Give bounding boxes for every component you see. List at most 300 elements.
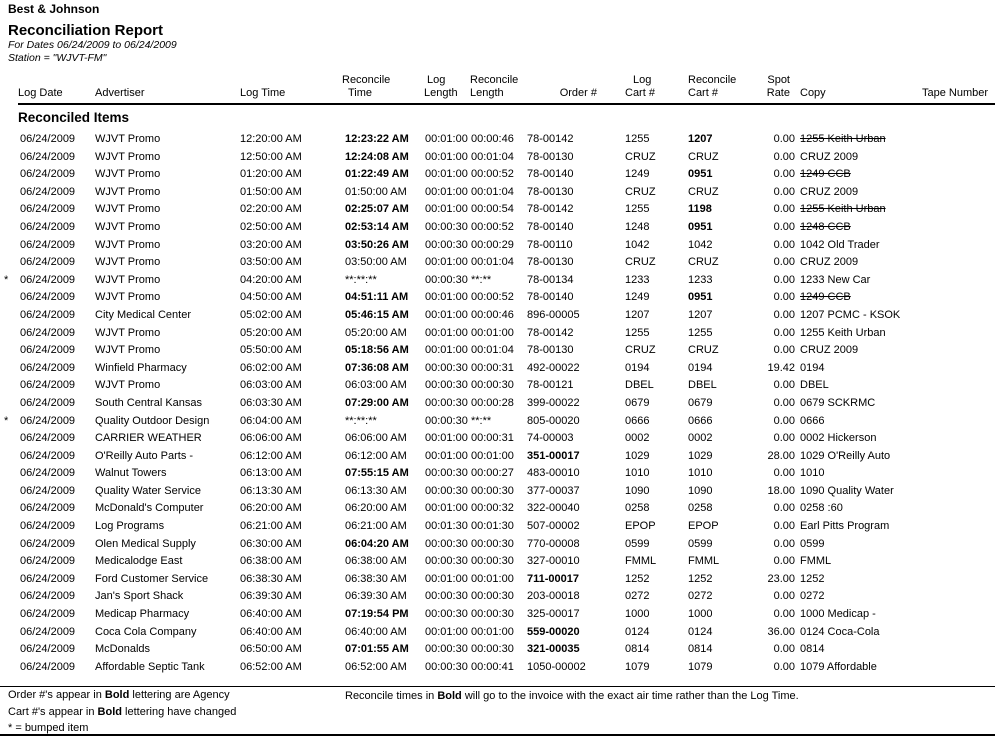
cell-log-length: 00:01:30	[425, 520, 468, 533]
cell-reconcile-cart: 0951	[688, 291, 713, 304]
cell-reconcile-length: 00:01:04	[471, 150, 514, 163]
table-row	[0, 166, 995, 184]
cell-log-time: 04:50:00 AM	[240, 291, 302, 304]
cell-bumped-marker	[0, 624, 18, 642]
cell-spot-rate: 0.00	[773, 291, 795, 304]
column-header-reconcile-cart: Reconcile Cart #	[688, 66, 752, 104]
cell-reconcile-time: 01:22:49 AM	[345, 168, 409, 181]
cell-log-length: 00:00:30	[425, 643, 468, 656]
cell-reconcile-time: 06:40:00 AM	[345, 625, 407, 638]
cell-log-cart: 1000	[625, 608, 650, 621]
cell-bumped-marker	[0, 342, 18, 360]
cell-advertiser: WJVT Promo	[95, 185, 161, 198]
table-row	[0, 430, 995, 448]
cell-reconcile-time: 12:24:08 AM	[345, 150, 409, 163]
cell-log-time: 05:02:00 AM	[240, 308, 302, 321]
cell-log-date: 06/24/2009	[20, 537, 76, 550]
cell-log-cart: 1079	[625, 660, 650, 673]
cell-tape-number	[920, 606, 995, 624]
cell-tape-number	[920, 289, 995, 307]
cell-log-cart: CRUZ	[625, 185, 656, 198]
cell-order-number: 1050-00002	[527, 660, 586, 673]
table-row	[0, 624, 995, 642]
cell-log-time: 12:50:00 AM	[240, 150, 302, 163]
cell-reconcile-time: 12:23:22 AM	[345, 133, 409, 145]
cell-log-cart: 1233	[625, 273, 650, 286]
cell-log-cart: 0002	[625, 432, 650, 445]
table-row	[0, 395, 995, 413]
cell-copy: 1249 CCB	[800, 291, 851, 304]
cell-bumped-marker	[0, 131, 18, 149]
table-row	[0, 606, 995, 624]
cell-log-time: 06:03:30 AM	[240, 396, 302, 409]
cell-order-number: 321-00035	[527, 643, 580, 656]
cell-reconcile-length: 00:00:30	[471, 484, 514, 497]
reconciliation-table	[0, 66, 995, 676]
cell-reconcile-time: 06:39:30 AM	[345, 590, 407, 603]
cell-log-date: 06/24/2009	[20, 133, 76, 145]
report-footer	[0, 686, 995, 735]
cell-log-cart: 1255	[625, 133, 650, 145]
cell-advertiser: McDonald's Computer	[95, 502, 204, 515]
cell-order-number: 78-00140	[527, 220, 574, 233]
cell-reconcile-time: 06:38:00 AM	[345, 555, 407, 568]
cell-order-number: 896-00005	[527, 308, 580, 321]
cell-copy: 1079 Affordable	[800, 660, 877, 673]
cell-log-date: 06/24/2009	[20, 467, 76, 480]
cell-reconcile-length: 00:00:41	[471, 660, 514, 673]
cell-log-time: 01:20:00 AM	[240, 168, 302, 181]
cell-tape-number	[920, 184, 995, 202]
cell-reconcile-time: 05:20:00 AM	[345, 326, 407, 339]
cell-log-cart: 1248	[625, 220, 650, 233]
cell-log-time: 02:50:00 AM	[240, 220, 302, 233]
cell-reconcile-time: 03:50:00 AM	[345, 256, 407, 269]
table-row	[0, 518, 995, 536]
cell-advertiser: O'Reilly Auto Parts -	[95, 449, 194, 462]
cell-reconcile-length: 00:00:52	[471, 220, 514, 233]
cell-log-length: 00:00:30	[425, 273, 468, 286]
cell-log-cart: 1042	[625, 238, 650, 251]
cell-order-number: 325-00017	[527, 608, 580, 621]
cell-reconcile-cart: CRUZ	[688, 344, 719, 357]
cell-bumped-marker	[0, 219, 18, 237]
cell-reconcile-time: 06:03:00 AM	[345, 379, 407, 392]
column-header-spot-rate: Spot Rate	[752, 66, 795, 104]
cell-tape-number	[920, 272, 995, 290]
cell-tape-number	[920, 237, 995, 255]
cell-advertiser: WJVT Promo	[95, 291, 161, 304]
cell-reconcile-time: 06:12:00 AM	[345, 449, 407, 462]
cell-advertiser: WJVT Promo	[95, 168, 161, 181]
cell-log-length: 00:00:30	[425, 238, 468, 251]
cell-log-date: 06/24/2009	[20, 326, 76, 339]
cell-spot-rate: 0.00	[773, 256, 795, 269]
cell-copy: 0124 Coca-Cola	[800, 625, 880, 638]
column-header-log-time: Log Time	[238, 66, 338, 104]
cell-bumped-marker	[0, 553, 18, 571]
cell-tape-number	[920, 201, 995, 219]
cell-log-length: 00:00:30	[425, 396, 468, 409]
cell-spot-rate: 0.00	[773, 273, 795, 286]
cell-log-cart: 1255	[625, 203, 650, 216]
cell-log-date: 06/24/2009	[20, 414, 76, 427]
cell-log-date: 06/24/2009	[20, 150, 76, 163]
cell-log-length: 00:00:30	[425, 660, 468, 673]
cell-advertiser: WJVT Promo	[95, 203, 161, 216]
cell-copy: 1207 PCMC - KSOK	[800, 308, 901, 321]
cell-log-length: 00:00:30	[425, 361, 468, 374]
cell-spot-rate: 0.00	[773, 308, 795, 321]
cell-copy: DBEL	[800, 379, 829, 392]
cell-log-length: 00:01:00	[425, 308, 468, 321]
cell-spot-rate: 0.00	[773, 643, 795, 656]
cell-log-date: 06/24/2009	[20, 344, 76, 357]
cell-order-number: 377-00037	[527, 484, 580, 497]
cell-log-time: 01:50:00 AM	[240, 185, 302, 198]
cell-order-number: 78-00130	[527, 256, 574, 269]
cell-reconcile-length: 00:00:52	[471, 291, 514, 304]
cell-tape-number	[920, 342, 995, 360]
cell-tape-number	[920, 518, 995, 536]
cell-advertiser: Ford Customer Service	[95, 572, 209, 585]
cell-reconcile-cart: 0194	[688, 361, 713, 374]
cell-reconcile-cart: 1000	[688, 608, 713, 621]
table-row	[0, 184, 995, 202]
cell-bumped-marker	[0, 360, 18, 378]
cell-spot-rate: 0.00	[773, 168, 795, 181]
cell-reconcile-length: 00:01:04	[471, 344, 514, 357]
cell-tape-number	[920, 588, 995, 606]
cell-tape-number	[920, 624, 995, 642]
cell-log-length: 00:01:00	[425, 150, 468, 163]
cell-order-number: 399-00022	[527, 396, 580, 409]
cell-log-time: 06:30:00 AM	[240, 537, 302, 550]
cell-copy: 1248 CCB	[800, 220, 851, 233]
cell-log-length: 00:01:00	[425, 625, 468, 638]
cell-bumped-marker	[0, 325, 18, 343]
column-header-order-number: Order #	[520, 66, 625, 104]
cell-order-number: 78-00140	[527, 291, 574, 304]
cell-log-date: 06/24/2009	[20, 361, 76, 374]
cell-advertiser: WJVT Promo	[95, 379, 161, 392]
cell-tape-number	[920, 571, 995, 589]
cell-log-date: 06/24/2009	[20, 168, 76, 181]
cell-order-number: 559-00020	[527, 625, 580, 638]
cell-order-number: 483-00010	[527, 467, 580, 480]
table-row	[0, 289, 995, 307]
cell-spot-rate: 0.00	[773, 520, 795, 533]
table-row	[0, 536, 995, 554]
cell-log-time: 06:38:30 AM	[240, 572, 302, 585]
cell-spot-rate: 0.00	[773, 660, 795, 673]
column-header-log-date: Log Date	[18, 66, 95, 104]
cell-log-length: 00:01:00	[425, 344, 468, 357]
cell-reconcile-cart: 0599	[688, 537, 713, 550]
cell-advertiser: Olen Medical Supply	[95, 537, 196, 550]
cell-bumped-marker	[0, 588, 18, 606]
cell-advertiser: Coca Cola Company	[95, 625, 197, 638]
cell-log-cart: CRUZ	[625, 256, 656, 269]
cell-log-date: 06/24/2009	[20, 273, 76, 286]
cell-tape-number	[920, 413, 995, 431]
cell-log-time: 03:50:00 AM	[240, 256, 302, 269]
cell-tape-number	[920, 641, 995, 659]
cell-log-date: 06/24/2009	[20, 308, 76, 321]
cell-spot-rate: 0.00	[773, 414, 795, 427]
table-row	[0, 448, 995, 466]
cell-reconcile-length: 00:00:46	[471, 133, 514, 145]
cell-spot-rate: 0.00	[773, 467, 795, 480]
cell-reconcile-length: 00:00:30	[471, 643, 514, 656]
cell-reconcile-length: 00:00:31	[471, 432, 514, 445]
table-row	[0, 131, 995, 149]
cell-reconcile-cart: 1090	[688, 484, 713, 497]
cell-bumped-marker	[0, 166, 18, 184]
cell-spot-rate: 0.00	[773, 150, 795, 163]
cell-reconcile-time: 01:50:00 AM	[345, 185, 407, 198]
report-title: Reconciliation Report	[8, 22, 164, 39]
cell-log-cart: 0814	[625, 643, 650, 656]
cell-log-cart: 0272	[625, 590, 650, 603]
table-row	[0, 254, 995, 272]
bottom-divider	[0, 734, 995, 736]
cell-copy: 1233 New Car	[800, 273, 871, 286]
cell-log-length: 00:00:30	[425, 537, 468, 550]
table-row	[0, 201, 995, 219]
cell-tape-number	[920, 395, 995, 413]
table-row	[0, 553, 995, 571]
table-row	[0, 272, 995, 290]
cell-log-time: 06:50:00 AM	[240, 643, 302, 656]
table-row	[0, 571, 995, 589]
cell-advertiser: WJVT Promo	[95, 273, 161, 286]
cell-order-number: 351-00017	[527, 449, 580, 462]
cell-advertiser: South Central Kansas	[95, 396, 203, 409]
cell-reconcile-length: 00:00:30	[471, 590, 514, 603]
cell-log-length: 00:01:00	[425, 168, 468, 181]
cell-tape-number	[920, 325, 995, 343]
cell-reconcile-time: 07:01:55 AM	[345, 643, 409, 656]
cell-copy: 1255 Keith Urban	[800, 326, 886, 339]
column-header-log-length: Log Length	[424, 66, 470, 104]
cell-bumped-marker	[0, 571, 18, 589]
cell-advertiser: Quality Water Service	[95, 484, 201, 497]
cell-log-length: 00:01:00	[425, 203, 468, 216]
cell-tape-number	[920, 430, 995, 448]
cell-log-length: 00:01:00	[425, 133, 468, 145]
cell-reconcile-time: 02:53:14 AM	[345, 220, 409, 233]
cell-tape-number	[920, 307, 995, 325]
cell-advertiser: Affordable Septic Tank	[95, 660, 205, 673]
cell-log-date: 06/24/2009	[20, 502, 76, 515]
cell-advertiser: Jan's Sport Shack	[95, 590, 184, 603]
cell-copy: CRUZ 2009	[800, 150, 859, 163]
column-header-log-cart: Log Cart #	[625, 66, 688, 104]
cell-tape-number	[920, 553, 995, 571]
cell-log-time: 06:40:00 AM	[240, 625, 302, 638]
cell-reconcile-time: 07:19:54 PM	[345, 608, 409, 621]
cell-reconcile-time: 05:46:15 AM	[345, 308, 409, 321]
section-title: Reconciled Items	[18, 110, 130, 125]
cell-log-time: 06:13:30 AM	[240, 484, 302, 497]
cell-advertiser: Medicap Pharmacy	[95, 608, 190, 621]
cell-log-date: 06/24/2009	[20, 238, 76, 251]
cell-advertiser: Medicalodge East	[95, 555, 183, 568]
table-row	[0, 500, 995, 518]
cell-reconcile-length: 00:00:32	[471, 502, 514, 515]
cell-reconcile-cart: CRUZ	[688, 256, 719, 269]
cell-bumped-marker	[0, 307, 18, 325]
cell-log-date: 06/24/2009	[20, 608, 76, 621]
cell-advertiser: WJVT Promo	[95, 238, 161, 251]
cell-tape-number	[920, 254, 995, 272]
cell-log-cart: 0258	[625, 502, 650, 515]
cell-log-length: 00:01:00	[425, 256, 468, 269]
cell-reconcile-time: 06:06:00 AM	[345, 432, 407, 445]
cell-copy: 0599	[800, 537, 825, 550]
cell-order-number: 78-00142	[527, 133, 574, 145]
cell-copy: 1249 CCB	[800, 168, 851, 181]
cell-advertiser: WJVT Promo	[95, 133, 161, 145]
cell-advertiser: McDonalds	[95, 643, 151, 656]
cell-reconcile-length: **:**	[471, 414, 492, 427]
cell-reconcile-time: 02:25:07 AM	[345, 203, 409, 216]
cell-spot-rate: 23.00	[767, 572, 795, 585]
cell-reconcile-time: **:**:**	[345, 414, 377, 427]
cell-reconcile-cart: 1029	[688, 449, 713, 462]
cell-log-length: 00:01:00	[425, 449, 468, 462]
cell-reconcile-length: **:**	[471, 273, 492, 286]
cell-log-date: 06/24/2009	[20, 291, 76, 304]
cell-reconcile-time: 07:55:15 AM	[345, 467, 409, 480]
cell-log-cart: 1249	[625, 168, 650, 181]
cell-copy: 1090 Quality Water	[800, 484, 894, 497]
cell-copy: Earl Pitts Program	[800, 520, 890, 533]
cell-log-length: 00:00:30	[425, 467, 468, 480]
report-station: Station = "WJVT-FM"	[8, 51, 107, 64]
cell-spot-rate: 0.00	[773, 396, 795, 409]
cell-spot-rate: 0.00	[773, 608, 795, 621]
cell-reconcile-length: 00:00:30	[471, 555, 514, 568]
cell-log-length: 00:01:00	[425, 326, 468, 339]
cell-tape-number	[920, 219, 995, 237]
cell-log-length: 00:01:00	[425, 185, 468, 198]
cell-bumped-marker	[0, 465, 18, 483]
cell-order-number: 327-00010	[527, 555, 580, 568]
cell-bumped-marker	[0, 518, 18, 536]
cell-advertiser: WJVT Promo	[95, 326, 161, 339]
cell-log-length: 00:00:30	[425, 220, 468, 233]
cell-log-cart: 1090	[625, 484, 650, 497]
cell-order-number: 492-00022	[527, 361, 580, 374]
company-name: Best & Johnson	[8, 2, 100, 16]
cell-copy: 0814	[800, 643, 825, 656]
cell-reconcile-length: 00:00:29	[471, 238, 514, 251]
cell-log-length: 00:00:30	[425, 555, 468, 568]
cell-order-number: 74-00003	[527, 432, 574, 445]
cell-reconcile-cart: 1198	[688, 203, 712, 216]
cell-reconcile-time: 06:04:20 AM	[345, 537, 409, 550]
cell-bumped-marker: *	[4, 414, 9, 427]
cell-bumped-marker	[0, 289, 18, 307]
cell-log-time: 06:20:00 AM	[240, 502, 302, 515]
cell-order-number: 78-00142	[527, 326, 574, 339]
cell-advertiser: Walnut Towers	[95, 467, 167, 480]
cell-log-time: 06:02:00 AM	[240, 361, 302, 374]
table-row	[0, 483, 995, 501]
bumped-item-note: * = bumped item	[8, 722, 89, 734]
cell-copy: 1252	[800, 572, 825, 585]
cell-spot-rate: 0.00	[773, 238, 795, 251]
column-header-reconcile-time: Reconcile Time	[338, 66, 424, 104]
cell-log-time: 06:52:00 AM	[240, 660, 302, 673]
cell-reconcile-cart: CRUZ	[688, 150, 719, 163]
cell-spot-rate: 36.00	[767, 625, 795, 638]
cell-bumped-marker	[0, 536, 18, 554]
cell-log-time: 06:39:30 AM	[240, 590, 302, 603]
cell-order-number: 78-00142	[527, 203, 574, 216]
cell-bumped-marker	[0, 448, 18, 466]
cell-reconcile-cart: FMML	[688, 555, 720, 568]
cell-tape-number	[920, 149, 995, 167]
table-row	[0, 149, 995, 167]
cell-reconcile-length: 00:01:00	[471, 625, 514, 638]
cell-reconcile-cart: CRUZ	[688, 185, 719, 198]
cell-log-cart: 1252	[625, 572, 650, 585]
cell-reconcile-cart: 0951	[688, 220, 713, 233]
cell-spot-rate: 0.00	[773, 502, 795, 515]
cell-copy: 0666	[800, 414, 825, 427]
cell-reconcile-length: 00:01:00	[471, 449, 514, 462]
cell-reconcile-length: 00:00:54	[471, 203, 514, 216]
cell-log-cart: 0599	[625, 537, 650, 550]
cell-spot-rate: 28.00	[767, 449, 795, 462]
cell-log-time: 04:20:00 AM	[240, 273, 302, 286]
cell-log-cart: CRUZ	[625, 344, 656, 357]
cell-log-date: 06/24/2009	[20, 432, 76, 445]
cell-order-number: 203-00018	[527, 590, 580, 603]
table-row	[0, 307, 995, 325]
report-date-range: For Dates 06/24/2009 to 06/24/2009	[8, 39, 177, 51]
column-header-copy: Copy	[795, 66, 920, 104]
table-body	[0, 104, 995, 676]
column-header-reconcile-length: Reconcile Length	[470, 66, 520, 104]
table-row	[0, 219, 995, 237]
cell-reconcile-cart: 0814	[688, 643, 713, 656]
cell-reconcile-length: 00:00:27	[471, 467, 514, 480]
cell-tape-number	[920, 360, 995, 378]
cell-log-cart: 1207	[625, 308, 650, 321]
cell-log-cart: DBEL	[625, 379, 654, 392]
cell-advertiser: Quality Outdoor Design	[95, 414, 210, 427]
cell-log-cart: CRUZ	[625, 150, 656, 163]
cell-tape-number	[920, 536, 995, 554]
cell-reconcile-cart: 1010	[688, 467, 713, 480]
cell-order-number: 711-00017	[527, 572, 579, 585]
cell-log-length: 00:00:30	[425, 484, 468, 497]
cell-reconcile-time: 03:50:26 AM	[345, 238, 409, 251]
cell-tape-number	[920, 131, 995, 149]
cell-log-date: 06/24/2009	[20, 203, 76, 216]
cell-advertiser: WJVT Promo	[95, 150, 161, 163]
cell-advertiser: City Medical Center	[95, 308, 191, 321]
cell-log-date: 06/24/2009	[20, 660, 76, 673]
cell-tape-number	[920, 659, 995, 677]
cell-copy: 0679 SCKRMC	[800, 396, 876, 409]
cell-reconcile-cart: 1042	[688, 238, 713, 251]
cell-log-time: 06:21:00 AM	[240, 520, 302, 533]
